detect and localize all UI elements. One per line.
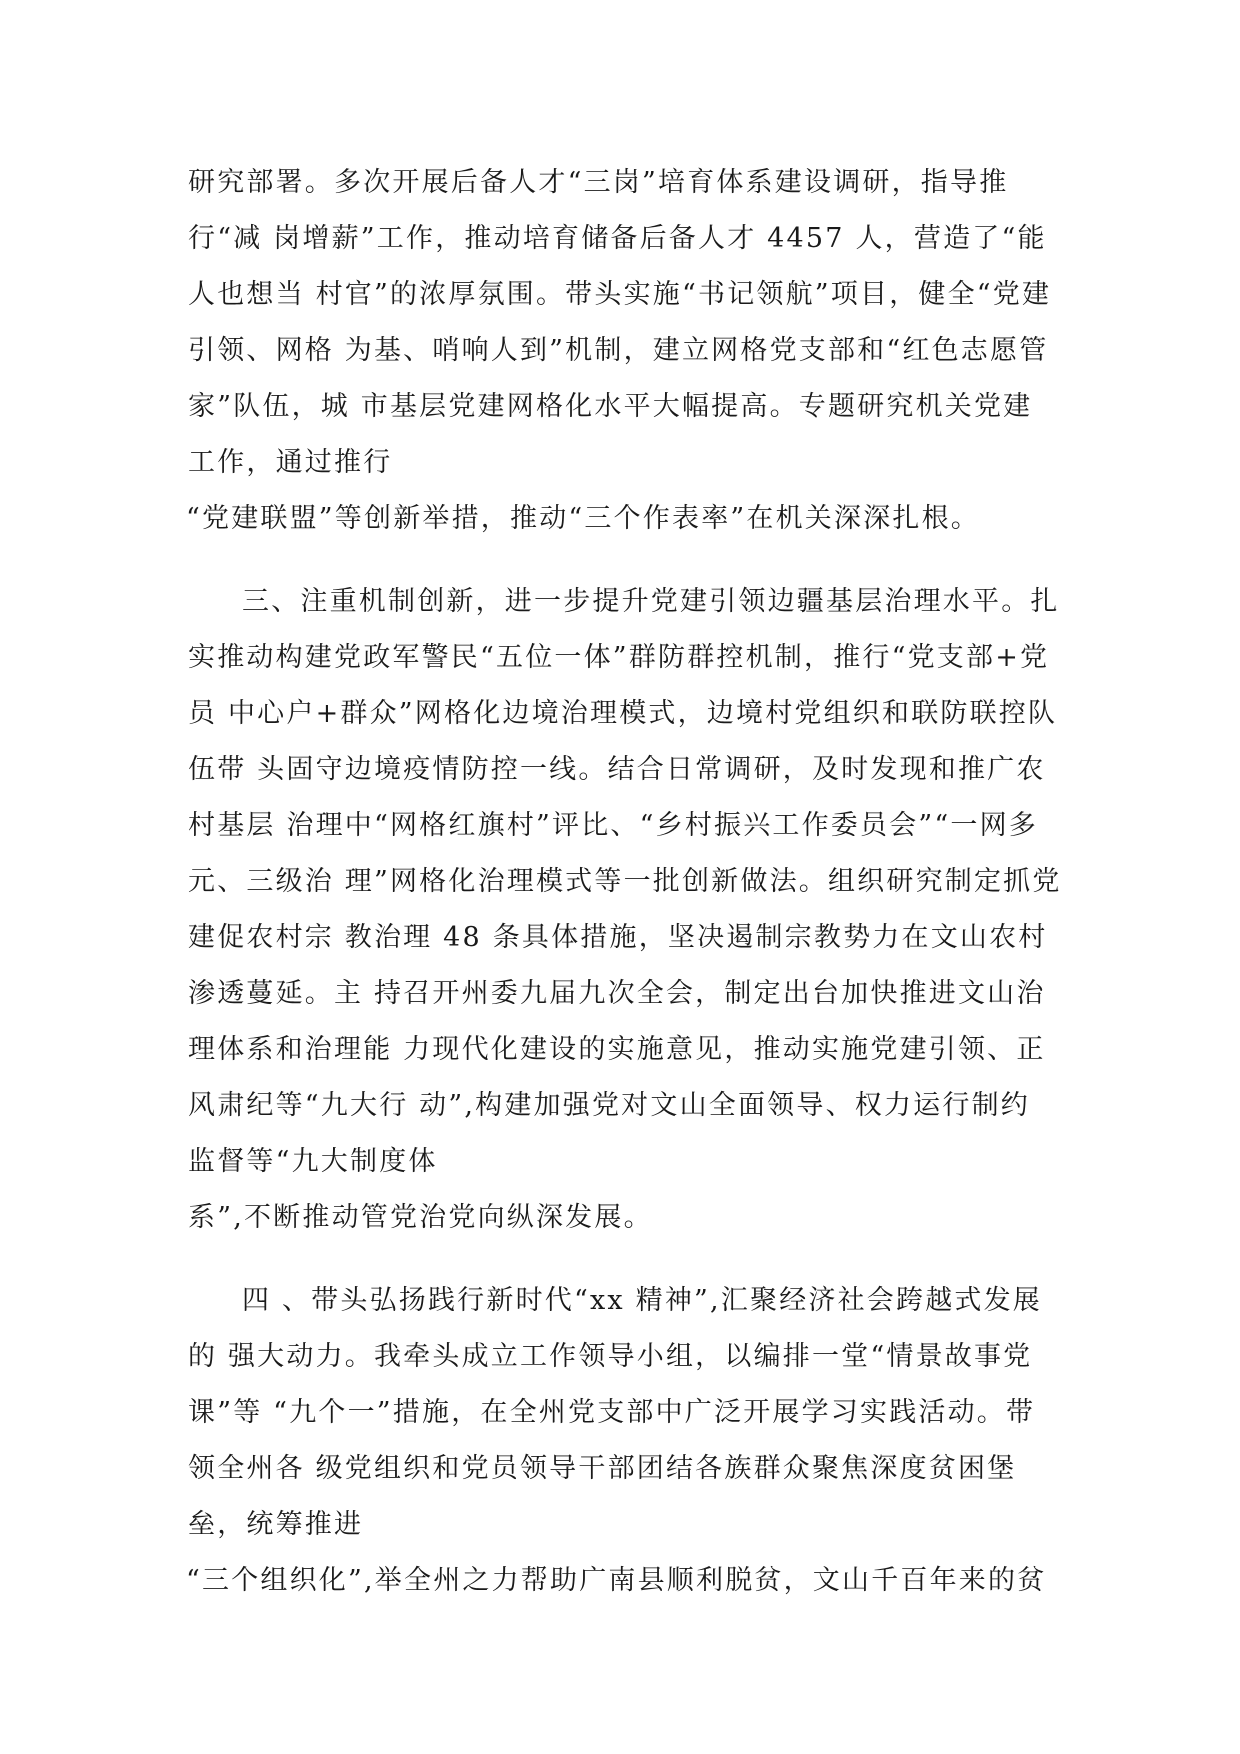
paragraph-spacer (188, 1246, 1058, 1273)
paragraph-section-three (188, 574, 1062, 1246)
text-line: 的 强大动力。我牵头成立工作领导小组，以编排一堂“情景故事党 (188, 1341, 1033, 1372)
text-line: 课”等 “九个一”措施，在全州党支部中广泛开展学习实践活动。带 (188, 1397, 1036, 1428)
text-line: 家”队伍，城 市基层党建网格化水平大幅提高。专题研究机关党建 (188, 391, 1033, 422)
text-line: 伍带 头固守边境疫情防控一线。结合日常调研，及时发现和推广农 (188, 754, 1046, 785)
document-body (186, 155, 1062, 1609)
text-line: 领全州各 级党组织和党员领导干部团结各族群众聚焦深度贫困堡 (188, 1453, 1017, 1484)
text-line: 员 中心户+群众”网格化边境治理模式，边境村党组织和联防联控队 (188, 698, 1058, 729)
text-line: 系”,不断推动管党治党向纵深发展。 (188, 1202, 653, 1233)
text-line: 引领、网格 为基、哨响人到”机制，建立网格党支部和“红色志愿管 (188, 335, 1049, 366)
text-line: 工作，通过推行 (188, 447, 393, 478)
text-line: 渗透蔓延。主 持召开州委九届九次全会，制定出台加快推进文山治 (188, 978, 1046, 1009)
text-line: 实推动构建党政军警民“五位一体”群防群控机制，推行“党支部+党 (188, 642, 1050, 673)
paragraph-party-building-teams (188, 155, 1058, 547)
paragraph-spacer (188, 547, 1058, 574)
text-line: 元、三级治 理”网格化治理模式等一批创新做法。组织研究制定抓党 (188, 866, 1062, 897)
section-heading-line: 三、注重机制创新，进一步提升党建引领边疆基层治理水平。扎 (242, 586, 1060, 617)
text-line: 监督等“九大制度体 (188, 1146, 438, 1177)
text-line: 人也想当 村官”的浓厚氛围。带头实施“书记领航”项目，健全“党建 (188, 279, 1052, 310)
text-line: 风肃纪等“九大行 动”,构建加强党对文山全面领导、权力运行制约 (188, 1090, 1030, 1121)
text-line: “三个组织化”,举全州之力帮助广南县顺利脱贫，文山千百年来的贫 (186, 1565, 1047, 1596)
text-line: 理体系和治理能 力现代化建设的实施意见，推动实施党建引领、正 (188, 1034, 1046, 1065)
text-line: 行“减 岗增薪”工作，推动培育储备后备人才 4457 人，营造了“能 (188, 223, 1047, 254)
text-line: 垒，统筹推进 (188, 1509, 364, 1540)
text-line: “党建联盟”等创新举措，推动“三个作表率”在机关深深扎根。 (186, 503, 981, 534)
text-line: 村基层 治理中“网格红旗村”评比、“乡村振兴工作委员会”“一网多 (188, 810, 1038, 841)
paragraph-section-four (188, 1273, 1058, 1609)
text-line: 建促农村宗 教治理 48 条具体措施，坚决遏制宗教势力在文山农村 (188, 922, 1048, 953)
section-heading-line: 四 、带头弘扬践行新时代“xx 精神”,汇聚经济社会跨越式发展 (242, 1285, 1043, 1316)
text-line: 研究部署。多次开展后备人才“三岗”培育体系建设调研，指导推 (188, 167, 1009, 198)
